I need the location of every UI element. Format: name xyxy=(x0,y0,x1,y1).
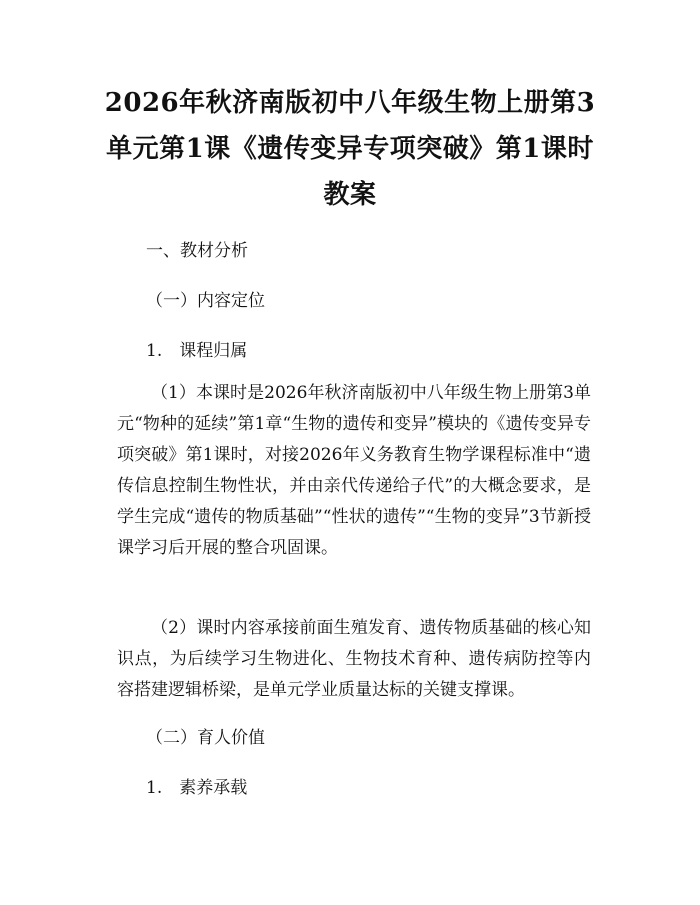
numbered-item-heading: 1. 素养承载 xyxy=(146,778,248,798)
section-heading: 一、教材分析 xyxy=(146,241,248,261)
subsection-heading: （一）内容定位 xyxy=(146,291,265,311)
document-title: 2026年秋济南版初中八年级生物上册第3单元第1课《遗传变异专项突破》第1课时教案 xyxy=(104,88,596,210)
body-paragraph: （2）课时内容承接前面生殖发育、遗传物质基础的核心知识点，为后续学习生物进化、生物技术育种、遗传病防控等内容搭建逻辑桥梁，是单元学业质量达标的关键支撑课。 xyxy=(117,618,591,700)
numbered-item-heading: 1. 课程归属 xyxy=(146,341,248,361)
subsection-heading: （二）育人价值 xyxy=(146,728,265,748)
body-paragraph: （1）本课时是2026年秋济南版初中八年级生物上册第3单元“物种的延续”第1章“生物的遗传和变异”模块的《遗传变异专项突破》第1课时，对接2026年义务教育生物学课程标准中“遗传信息控制生物性状，并由亲代传递给子代”的大概念要求，是学生完成“遗传的物质基础”“性状的遗传”“生物的变异”3节新授课学习后开展的整合巩固课。 xyxy=(117,383,591,558)
